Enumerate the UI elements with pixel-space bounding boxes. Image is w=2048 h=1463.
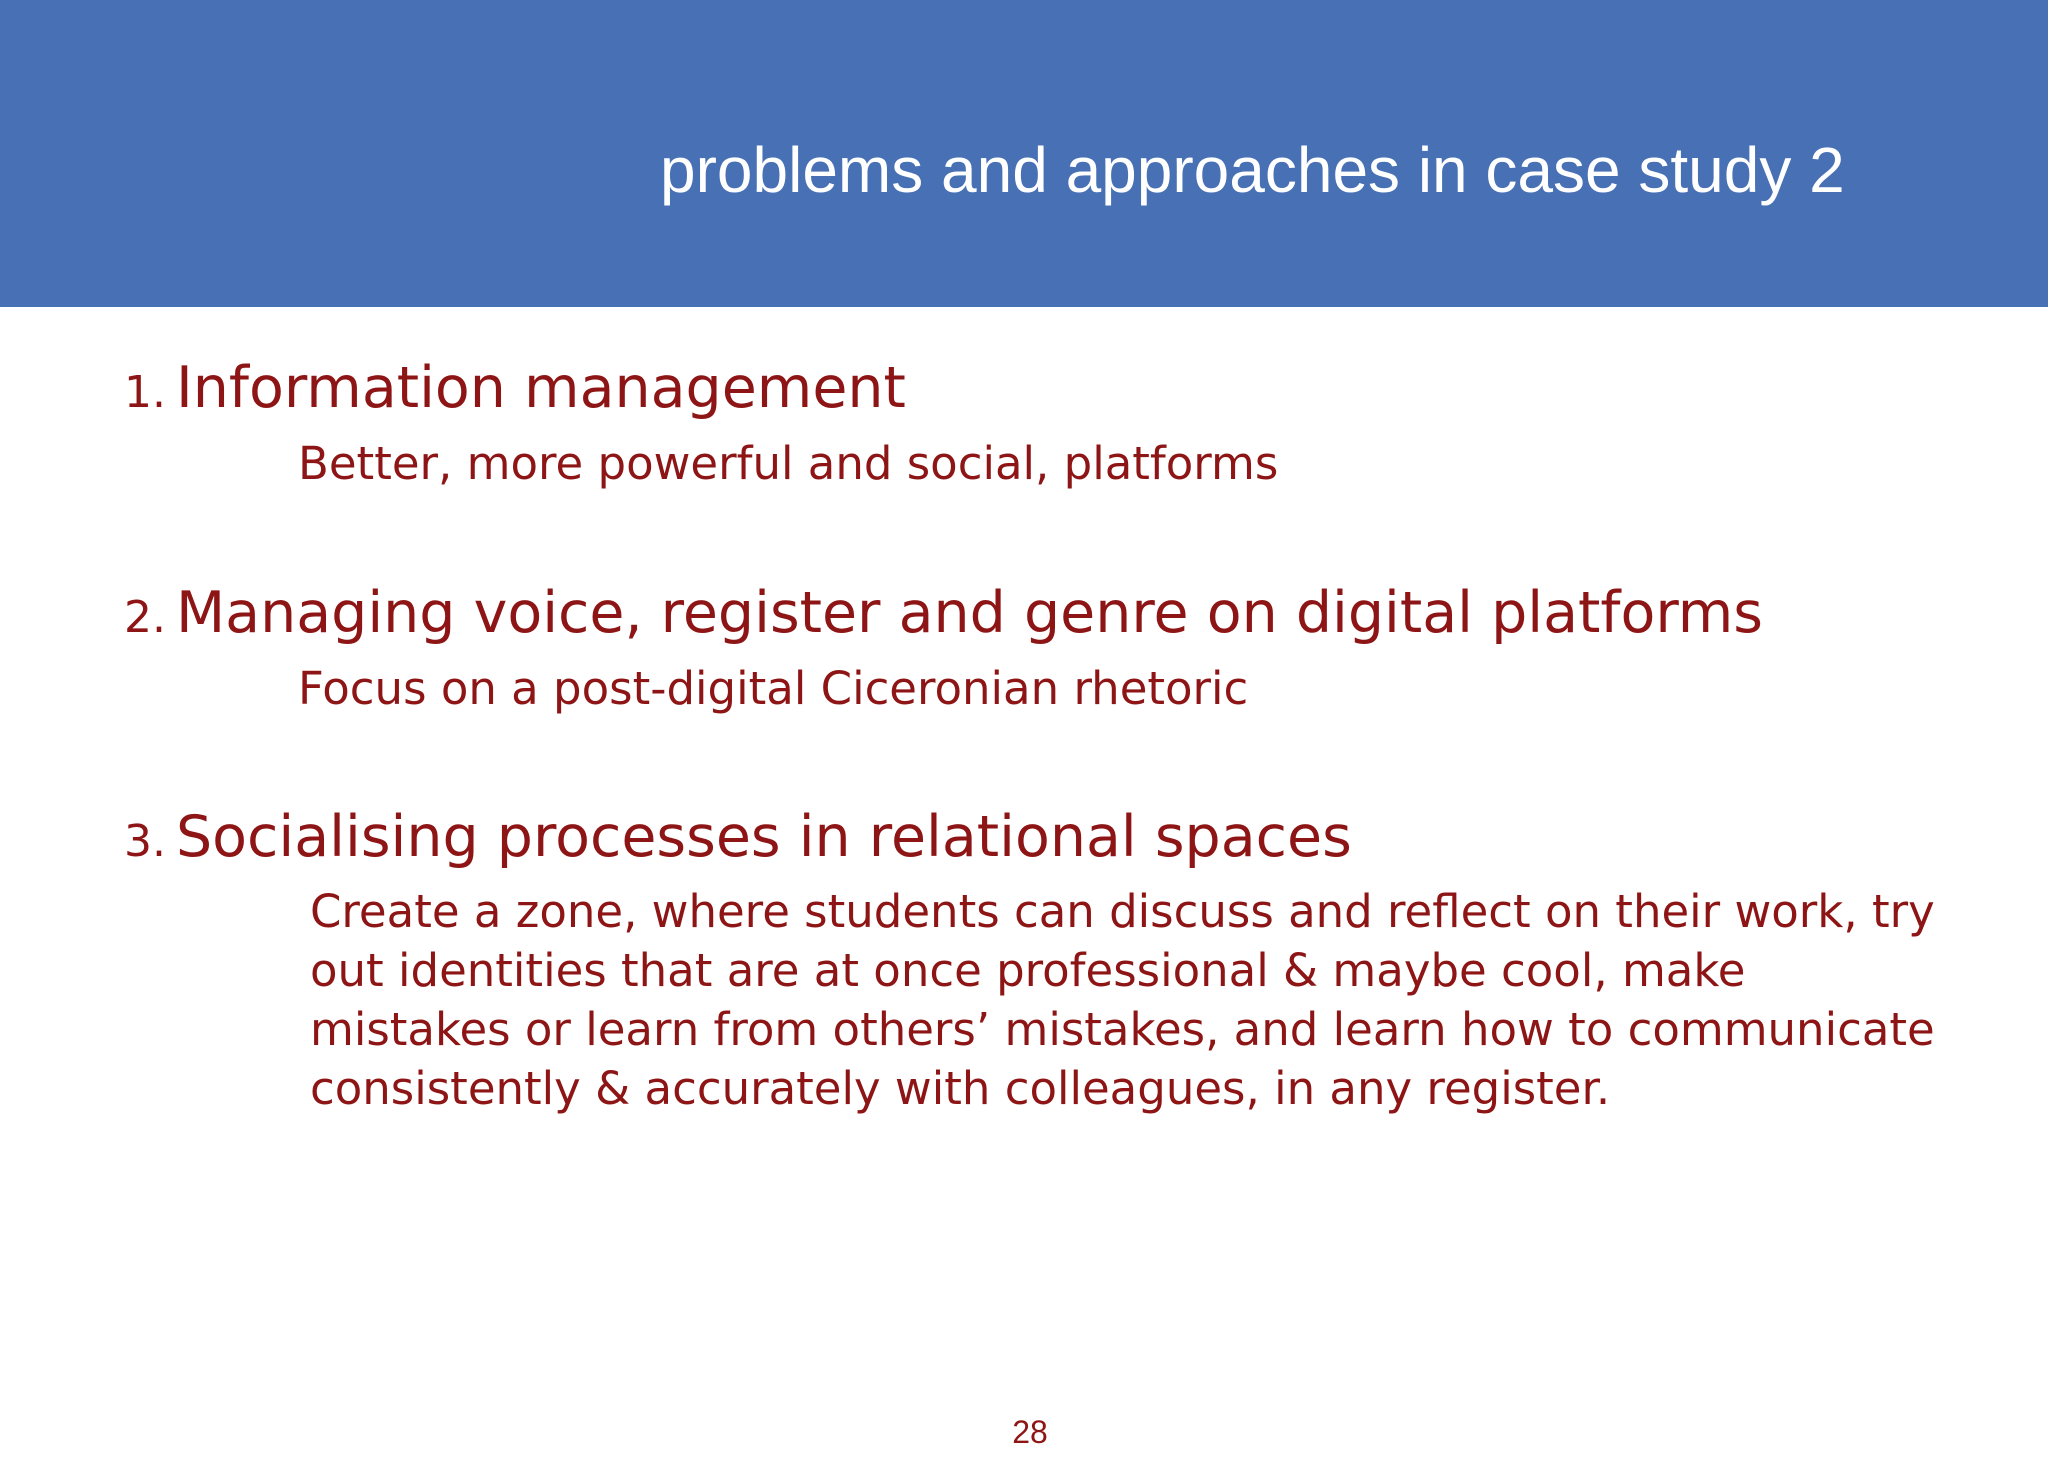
- list-item-title: Managing voice, register and genre on digital platforms: [175, 580, 1763, 646]
- list-item-title: Socialising processes in relational spaces: [175, 804, 1352, 870]
- list-item-heading: [124, 580, 1763, 646]
- title-bar: [0, 0, 2048, 307]
- list-item-detail: Focus on a post-digital Ciceronian rhetoric: [298, 662, 1249, 715]
- list-item-detail: Better, more powerful and social, platforms: [298, 437, 1279, 490]
- list-item-number: 2.: [124, 592, 166, 643]
- list-item-number: 1.: [124, 367, 166, 418]
- list-item-detail: Create a zone, where students can discuss and reflect on their work, try out identities that are at once professional & maybe cool, make mistakes or learn from others’ mistakes, and learn how to communicate consistently & accurately with colleagues, in any register.: [310, 885, 1935, 1115]
- list-item-heading: [124, 355, 906, 421]
- page-number: 28: [1012, 1414, 1048, 1450]
- list-item-heading: [124, 804, 1352, 870]
- list-item-title: Information management: [175, 355, 906, 421]
- list-item-number: 3.: [124, 816, 166, 867]
- slide-title: problems and approaches in case study 2: [660, 134, 1845, 206]
